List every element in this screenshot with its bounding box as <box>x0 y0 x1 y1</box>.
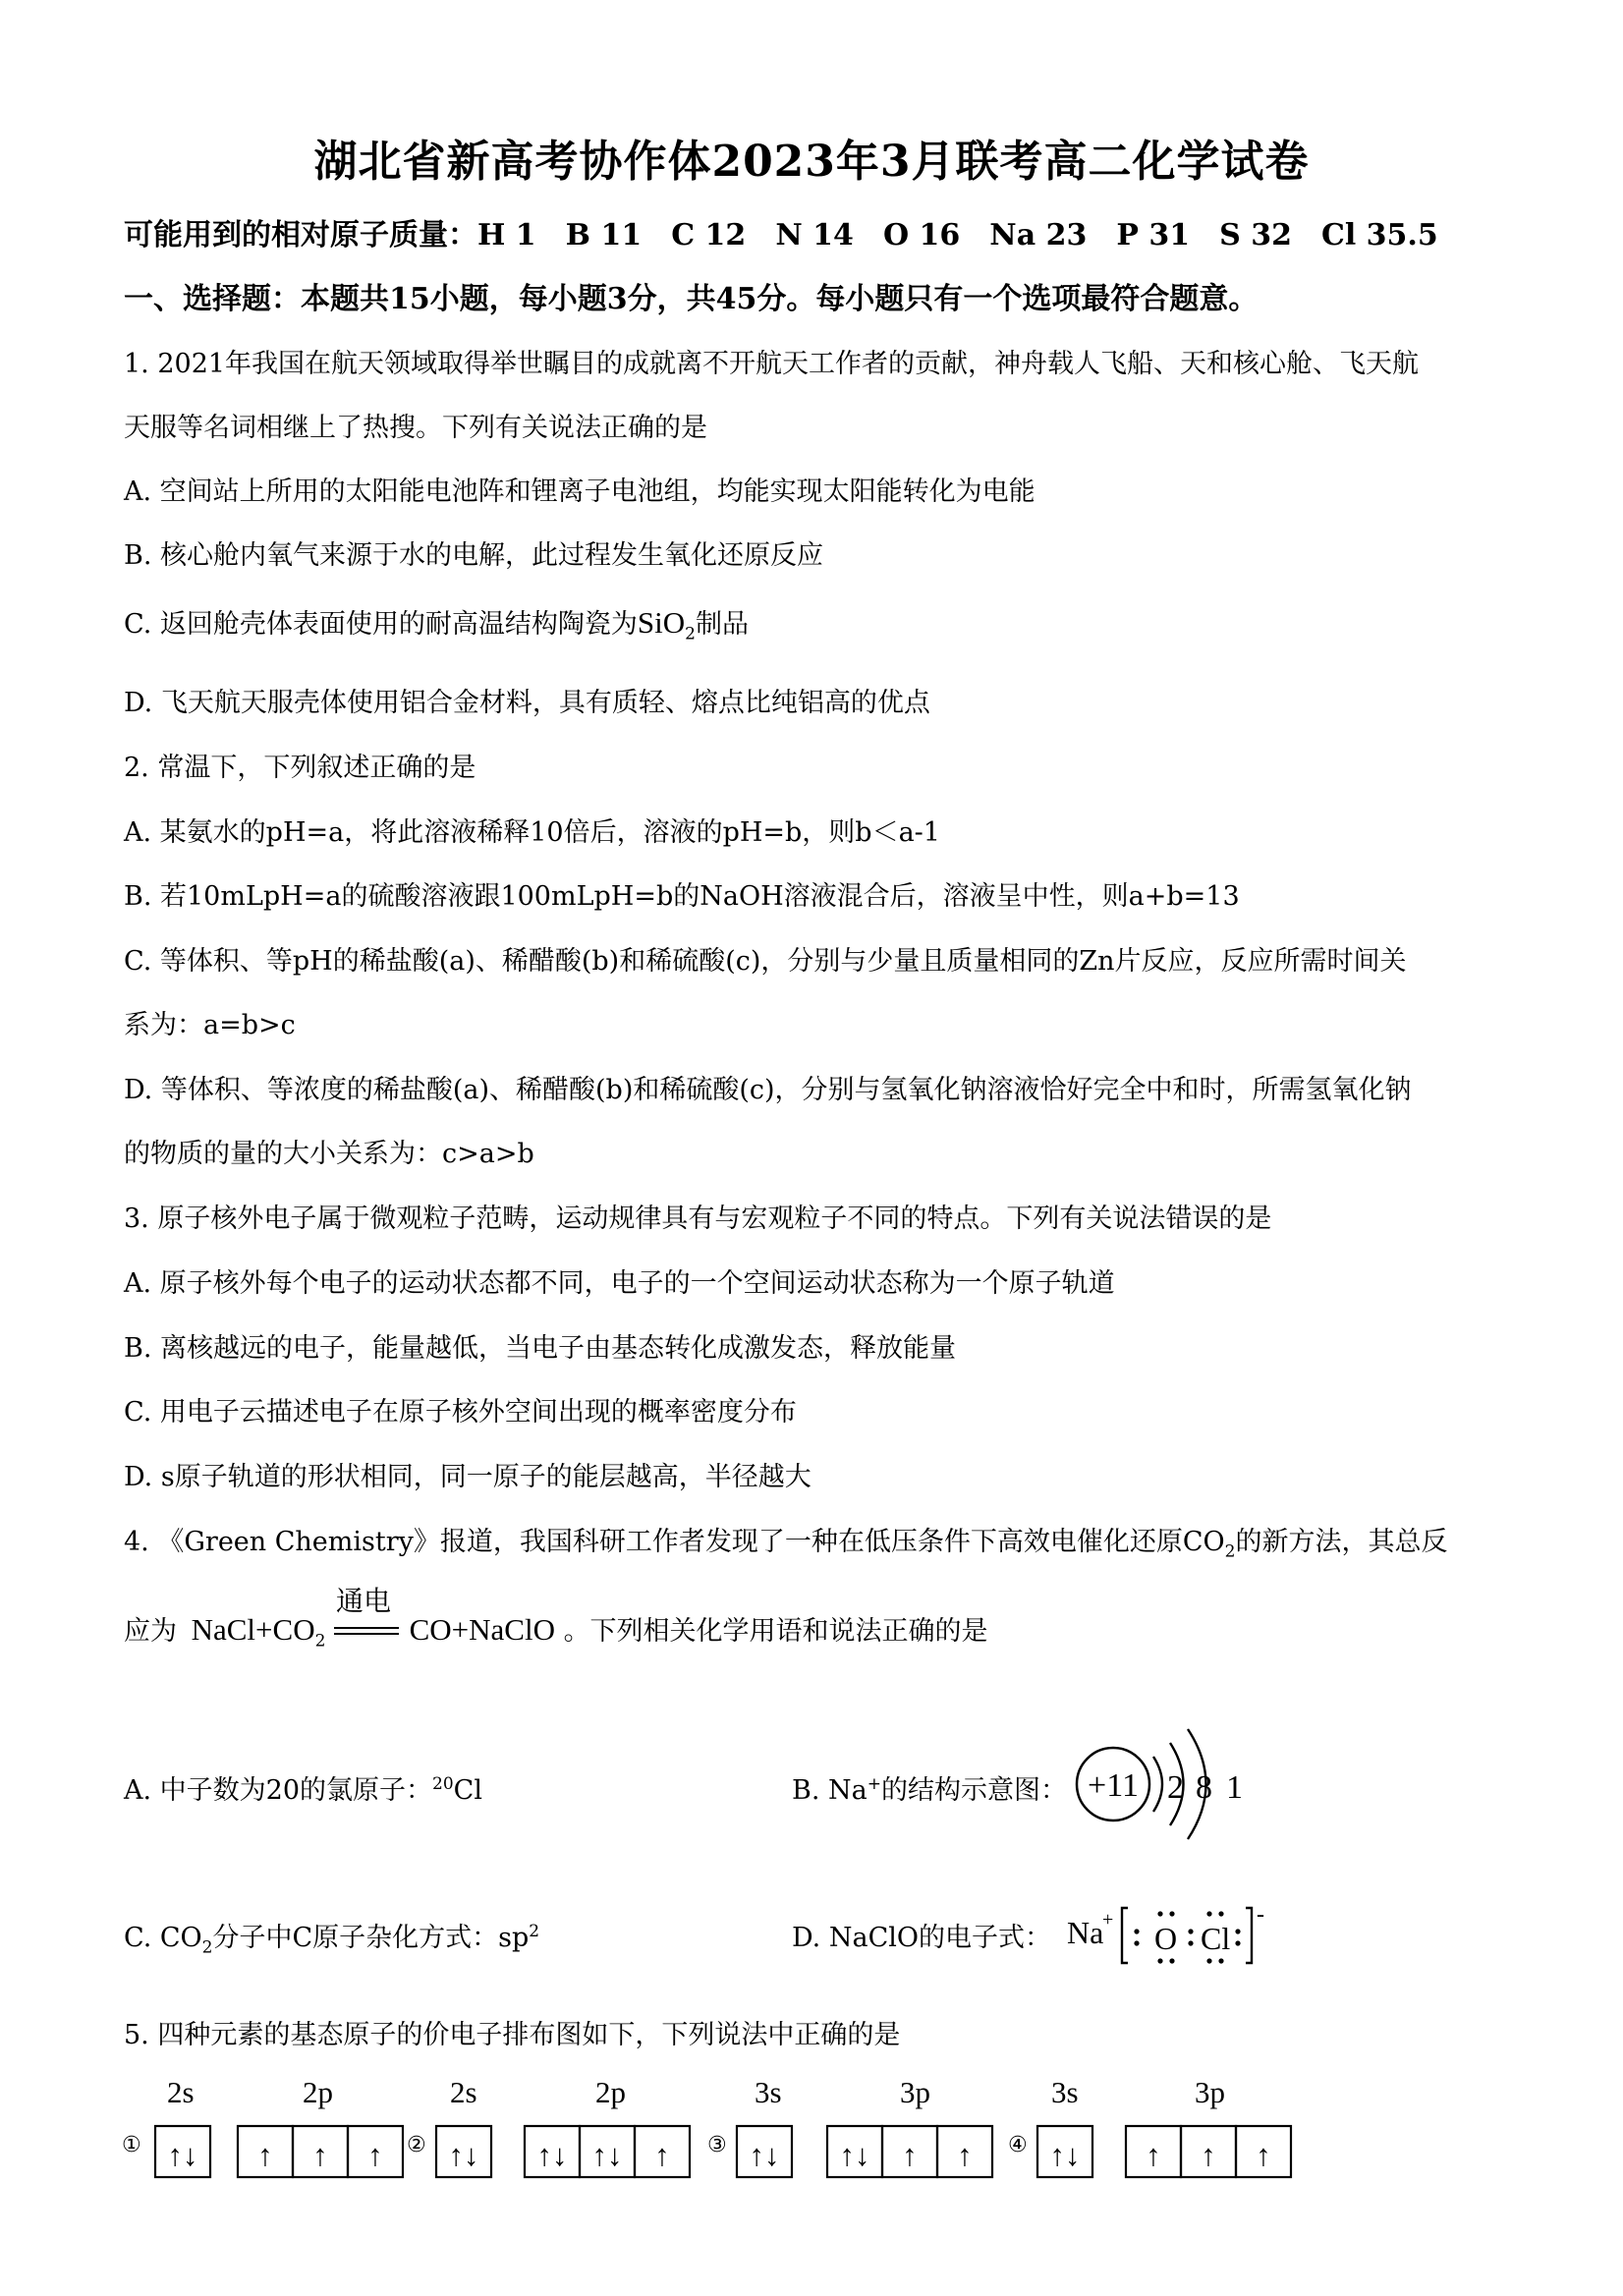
electron-dot <box>1134 1929 1139 1933</box>
q2-option-b: B. 若10mLpH=a的硫酸溶液跟100mLpH=b的NaOH溶液混合后，溶液呈中性，则a+b=13 <box>124 881 1240 912</box>
left-bracket <box>1122 1908 1128 1963</box>
sodium-symbol: Na <box>1067 1915 1104 1950</box>
q1-option-a: A. 空间站上所用的太阳能电池阵和锂离子电池组，均能实现太阳能转化为电能 <box>124 476 1035 507</box>
q1-option-d: D. 飞天航天服壳体使用铝合金材料，具有质轻、熔点比纯铝高的优点 <box>124 688 930 718</box>
q4-stem-text: 4. 《Green Chemistry》报道，我国科研工作者发现了一种在低压条件下高效电催化还原CO <box>124 1527 1225 1557</box>
mass-item: S 32 <box>1219 218 1292 252</box>
orbital-electrons: ↑ <box>1201 2138 1216 2172</box>
q4-option-c <box>124 1916 539 1957</box>
electron-dot <box>1188 1929 1193 1933</box>
hypochlorite-charge: - <box>1257 1902 1264 1928</box>
oxygen-symbol: O <box>1154 1921 1178 1956</box>
diagram-number: ② <box>407 2133 426 2157</box>
equation-left-sub: 2 <box>314 1631 326 1652</box>
orbital-electrons: ↑ <box>1146 2138 1161 2172</box>
mass-item: O 16 <box>882 218 961 252</box>
na-charge: + <box>867 1774 881 1794</box>
q4-stem-text2: 应为 <box>124 1616 177 1647</box>
q4-option-b-text: B. Na <box>792 1775 867 1806</box>
orbital-diagram-4 <box>1008 2075 1291 2177</box>
shell-electrons-2: 8 <box>1196 1769 1212 1806</box>
mass-item: Cl 35.5 <box>1320 218 1438 252</box>
q4-option-d: D. NaClO的电子式： <box>792 1923 1052 1953</box>
q3-option-d: D. s原子轨道的形状相同，同一原子的能层越高，半径越大 <box>124 1462 812 1492</box>
mass-item: P 31 <box>1116 218 1191 252</box>
equals-line-top <box>334 1627 399 1629</box>
q4-stem-text3: 。下列相关化学用语和说法正确的是 <box>563 1616 988 1647</box>
orbital-electrons: ↑↓ <box>536 2138 568 2172</box>
q3-stem: 3. 原子核外电子属于微观粒子范畴，运动规律具有与宏观粒子不同的特点。下列有关说法错误的是 <box>124 1204 1272 1234</box>
s-sublevel-label: 2s <box>450 2075 477 2109</box>
q5-stem: 5. 四种元素的基态原子的价电子排布图如下，下列说法中正确的是 <box>124 2020 901 2050</box>
orbital-electrons: ↑↓ <box>1049 2138 1081 2172</box>
sio2-formula: SiO <box>637 605 686 640</box>
electron-dot <box>1134 1940 1139 1945</box>
equation-condition: 通电 <box>336 1584 392 1617</box>
nucleus-charge: +11 <box>1088 1767 1139 1804</box>
isotope-mass-number: 20 <box>432 1774 454 1794</box>
diagram-number: ③ <box>707 2133 727 2157</box>
shell-electrons-1: 2 <box>1167 1769 1184 1806</box>
p-sublevel-label: 2p <box>303 2075 333 2109</box>
orbital-diagrams <box>118 2071 1346 2189</box>
right-bracket <box>1246 1908 1252 1963</box>
q4-stem-line1 <box>124 1520 1448 1561</box>
q4-option-b <box>792 1768 1067 1807</box>
orbital-electrons: ↑↓ <box>448 2138 479 2172</box>
q3-option-b: B. 离核越远的电子，能量越低，当电子由基态转化成激发态，释放能量 <box>124 1333 957 1364</box>
orbital-electrons: ↑ <box>1256 2138 1271 2172</box>
sp2-superscript: 2 <box>529 1922 540 1941</box>
electron-dot <box>1206 1958 1211 1963</box>
co2-subscript-c: 2 <box>201 1937 213 1958</box>
q3-option-a: A. 原子核外每个电子的运动状态都不同，电子的一个空间运动状态称为一个原子轨道 <box>124 1268 1115 1299</box>
electron-dot <box>1169 1911 1174 1916</box>
q2-option-d-line1: D. 等体积、等浓度的稀盐酸(a)、稀醋酸(b)和稀硫酸(c)，分别与氢氧化钠溶液恰好完全中和时，所需氢氧化钠 <box>124 1075 1412 1105</box>
q2-option-c-line1: C. 等体积、等pH的稀盐酸(a)、稀醋酸(b)和稀硫酸(c)，分别与少量且质量相同的Zn片反应，反应所需时间关 <box>124 946 1407 977</box>
mass-item: B 11 <box>565 218 643 252</box>
electron-dot <box>1157 1911 1162 1916</box>
q4-option-c-text: C. CO <box>124 1923 202 1953</box>
q4-stem-text-end: 的新方法，其总反 <box>1235 1527 1448 1557</box>
electron-dot <box>1235 1929 1240 1933</box>
orbital-electrons: ↑ <box>902 2138 918 2172</box>
electron-dot <box>1157 1958 1162 1963</box>
s-sublevel-label: 2s <box>167 2075 195 2109</box>
q2-option-d-line2: 的物质的量的大小关系为：c>a>b <box>124 1139 534 1169</box>
equation-right: CO+NaClO <box>409 1612 555 1647</box>
orbital-electrons: ↑ <box>312 2138 328 2172</box>
q1-stem-line1: 1. 2021年我国在航天领域取得举世瞩目的成就离不开航天工作者的贡献，神舟载人飞船、天和核心舱、飞天航 <box>124 349 1420 379</box>
electron-dot <box>1218 1911 1223 1916</box>
orbital-electrons: ↑↓ <box>167 2138 198 2172</box>
shell-electrons-3: 1 <box>1226 1769 1243 1806</box>
electron-dot <box>1218 1958 1223 1963</box>
mass-item: C 12 <box>671 218 747 252</box>
electron-dot <box>1169 1958 1174 1963</box>
sio2-subscript: 2 <box>685 624 696 644</box>
page-title: 湖北省新高考协作体2023年3月联考高二化学试卷 <box>313 137 1310 187</box>
orbital-electrons: ↑ <box>367 2138 383 2172</box>
equation-left: NaCl+CO <box>191 1612 315 1647</box>
q1-option-b: B. 核心舱内氧气来源于水的电解，此过程发生氧化还原反应 <box>124 540 824 571</box>
s-sublevel-label: 3s <box>755 2075 782 2109</box>
co2-subscript: 2 <box>1224 1541 1236 1562</box>
p-sublevel-label: 2p <box>595 2075 626 2109</box>
naclo-electron-formula <box>1063 1894 1299 1973</box>
shell-arc-1 <box>1153 1757 1162 1812</box>
q1-stem-line2: 天服等名词相继上了热搜。下列有关说法正确的是 <box>124 413 707 443</box>
atomic-masses-intro: 可能用到的相对原子质量： <box>124 218 477 252</box>
q4-stem-line2 <box>124 1584 988 1652</box>
p-sublevel-label: 3p <box>900 2075 930 2109</box>
q4-option-a <box>124 1768 482 1807</box>
q4-option-b-end: 的结构示意图： <box>880 1775 1067 1806</box>
isotope-symbol: Cl <box>453 1775 482 1806</box>
q2-option-a: A. 某氨水的pH=a，将此溶液稀释10倍后，溶液的pH=b，则b＜a-1 <box>124 817 940 848</box>
p-sublevel-label: 3p <box>1195 2075 1225 2109</box>
q2-option-c-line2: 系为：a=b>c <box>124 1010 296 1040</box>
orbital-diagram-1 <box>122 2075 403 2177</box>
orbital-electrons: ↑ <box>257 2138 273 2172</box>
diagram-number: ① <box>122 2133 141 2157</box>
mass-item: Na 23 <box>989 218 1088 252</box>
orbital-electrons: ↑↓ <box>591 2138 623 2172</box>
orbital-diagram-3 <box>707 2075 992 2177</box>
atomic-masses-line <box>124 210 1468 253</box>
section-heading: 一、选择题：本题共15小题，每小题3分，共45分。每小题只有一个选项最符合题意。 <box>124 282 1259 316</box>
equation-arrow <box>334 1584 401 1649</box>
orbital-electrons: ↑ <box>957 2138 973 2172</box>
electron-dot <box>1188 1940 1193 1945</box>
q1-option-c-text: C. 返回舱壳体表面使用的耐高温结构陶瓷为 <box>124 609 638 640</box>
orbital-electrons: ↑↓ <box>839 2138 870 2172</box>
na-atomic-structure-diagram <box>1071 1709 1267 1857</box>
electron-dot <box>1206 1911 1211 1916</box>
mass-item: H 1 <box>477 218 536 252</box>
q4-option-a-text: A. 中子数为20的氯原子： <box>124 1775 433 1806</box>
mass-item: N 14 <box>775 218 854 252</box>
diagram-number: ④ <box>1008 2133 1028 2157</box>
q3-option-c: C. 用电子云描述电子在原子核外空间出现的概率密度分布 <box>124 1397 797 1428</box>
q2-stem: 2. 常温下，下列叙述正确的是 <box>124 753 476 783</box>
q1-option-c <box>124 602 749 644</box>
equals-line-bottom <box>334 1633 399 1635</box>
electron-dot <box>1235 1940 1240 1945</box>
orbital-electrons: ↑ <box>654 2138 670 2172</box>
orbital-diagram-2 <box>407 2075 690 2177</box>
q4-option-c-mid: 分子中C原子杂化方式：sp <box>212 1923 530 1953</box>
orbital-electrons: ↑↓ <box>749 2138 780 2172</box>
q1-option-c-end: 制品 <box>695 609 749 640</box>
chlorine-symbol: Cl <box>1201 1921 1231 1956</box>
sodium-charge: + <box>1102 1909 1114 1931</box>
s-sublevel-label: 3s <box>1051 2075 1079 2109</box>
